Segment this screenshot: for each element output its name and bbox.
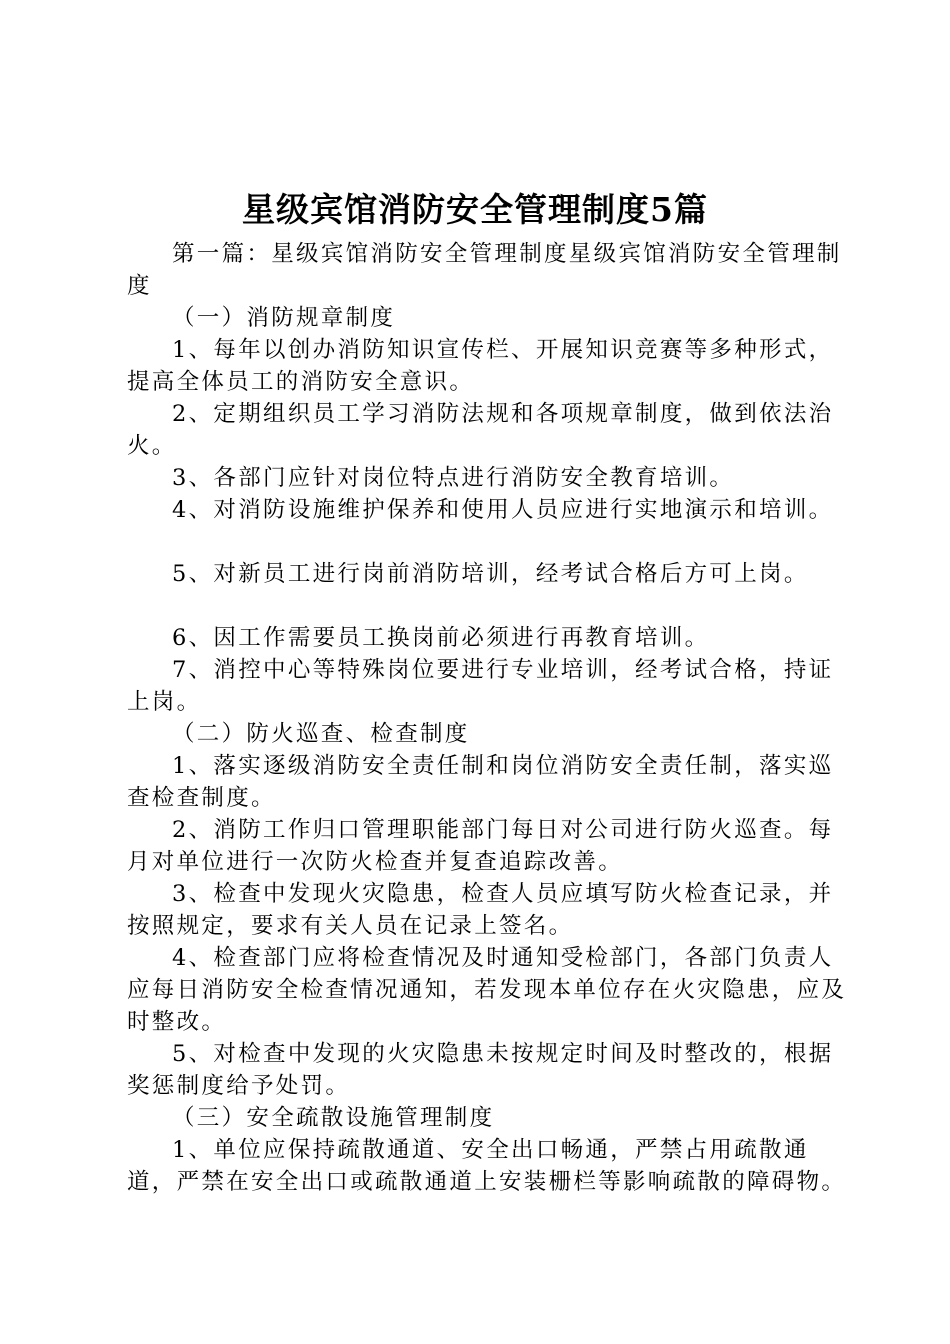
paragraph: 1、每年以创办消防知识宣传栏、开展知识竞赛等多种形式，提高全体员工的消防安全意识。	[127, 337, 834, 395]
paragraph: 4、对消防设施维护保养和使用人员应进行实地演示和培训。	[172, 497, 834, 523]
section-heading: （三）安全疏散设施管理制度	[172, 1105, 495, 1131]
paragraph: 6、因工作需要员工换岗前必须进行再教育培训。	[172, 625, 710, 651]
document-title: 星级宾馆消防安全管理制度5篇	[242, 190, 708, 229]
paragraph: 3、检查中发现火灾隐患，检查人员应填写防火检查记录，并按照规定，要求有关人员在记录上签名。	[127, 881, 834, 939]
paragraph: 1、单位应保持疏散通道、安全出口畅通，严禁占用疏散通道，严禁在安全出口或疏散通道上安装栅栏等影响疏散的障碍物。	[127, 1137, 847, 1195]
paragraph: 2、消防工作归口管理职能部门每日对公司进行防火巡查。每月对单位进行一次防火检查并复查追踪改善。	[127, 817, 834, 875]
paragraph: 7、消控中心等特殊岗位要进行专业培训，经考试合格，持证上岗。	[127, 657, 834, 715]
paragraph: 4、检查部门应将检查情况及时通知受检部门，各部门负责人应每日消防安全检查情况通知，若发现本单位存在火灾隐患，应及时整改。	[127, 945, 847, 1035]
section-heading: （二）防火巡查、检查制度	[172, 721, 470, 747]
paragraph: 5、对检查中发现的火灾隐患未按规定时间及时整改的，根据奖惩制度给予处罚。	[127, 1041, 834, 1099]
paragraph: 3、各部门应针对岗位特点进行消防安全教育培训。	[172, 465, 735, 491]
paragraph: 1、落实逐级消防安全责任制和岗位消防安全责任制，落实巡查检查制度。	[127, 753, 834, 811]
document-body	[127, 238, 847, 1198]
paragraph: 2、定期组织员工学习消防法规和各项规章制度，做到依法治火。	[127, 401, 834, 459]
paragraph-intro: 第一篇：星级宾馆消防安全管理制度星级宾馆消防安全管理制度	[127, 241, 842, 299]
paragraph: 5、对新员工进行岗前消防培训，经考试合格后方可上岗。	[172, 561, 809, 587]
section-heading: （一）消防规章制度	[172, 305, 396, 331]
